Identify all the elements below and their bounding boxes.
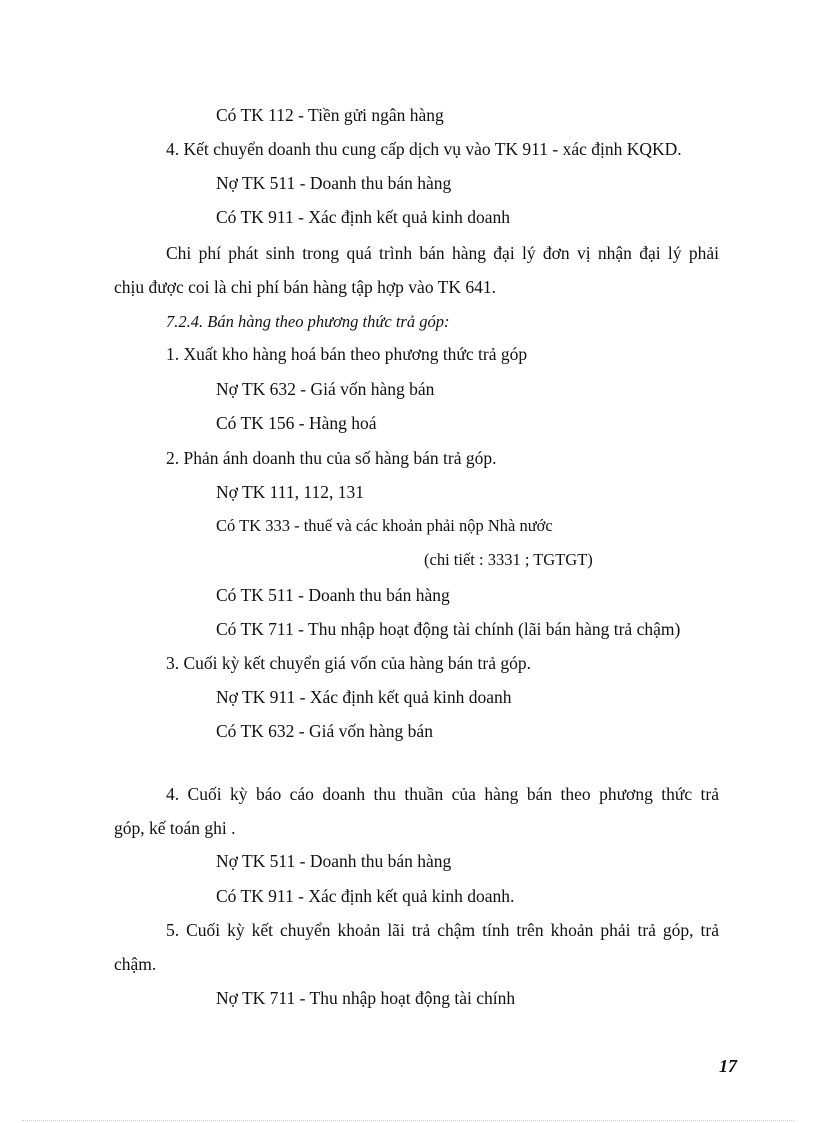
text-line: Có TK 511 - Doanh thu bán hàng <box>216 585 450 605</box>
text-line: Nợ TK 911 - Xác định kết quả kinh doanh <box>216 687 512 707</box>
text-line: Có TK 632 - Giá vốn hàng bán <box>216 721 433 741</box>
text-line: Có TK 711 - Thu nhập hoạt động tài chính (lãi bán hàng trả chậm) <box>216 619 681 639</box>
text-line: 2. Phản ánh doanh thu của số hàng bán trả góp. <box>166 448 497 468</box>
text-line: 5. Cuối kỳ kết chuyển khoản lãi trả chậm tính trên khoản phải trả góp, trả <box>166 920 719 940</box>
text-line: chịu được coi là chi phí bán hàng tập hợp vào TK 641. <box>114 277 496 297</box>
text-line: Có TK 333 - thuế và các khoản phải nộp Nhà nước <box>216 516 553 535</box>
text-line: Có TK 911 - Xác định kết quả kinh doanh. <box>216 886 515 906</box>
text-line: 4. Cuối kỳ báo cáo doanh thu thuần của hàng bán theo phương thức trả <box>166 784 719 804</box>
text-line: Nợ TK 632 - Giá vốn hàng bán <box>216 379 435 399</box>
text-line: Chi phí phát sinh trong quá trình bán hàng đại lý đơn vị nhận đại lý phải <box>166 243 719 263</box>
text-line: 3. Cuối kỳ kết chuyển giá vốn của hàng bán trả góp. <box>166 653 531 673</box>
text-line: 1. Xuất kho hàng hoá bán theo phương thức trả góp <box>166 344 528 364</box>
text-line: chậm. <box>114 954 157 974</box>
section-heading: 7.2.4. Bán hàng theo phương thức trả góp: <box>166 312 450 331</box>
text-line: Nợ TK 111, 112, 131 <box>216 482 364 502</box>
text-line: Có TK 156 - Hàng hoá <box>216 413 377 433</box>
page-border <box>22 1120 794 1121</box>
text-line: (chi tiết : 3331 ; TGTGT) <box>424 550 593 569</box>
text-line: Nợ TK 511 - Doanh thu bán hàng <box>216 851 452 871</box>
text-line: Có TK 112 - Tiền gửi ngân hàng <box>216 105 444 125</box>
text-line: Có TK 911 - Xác định kết quả kinh doanh <box>216 207 511 227</box>
text-line: Nợ TK 711 - Thu nhập hoạt động tài chính <box>216 988 516 1008</box>
text-line: 4. Kết chuyển doanh thu cung cấp dịch vụ vào TK 911 - xác định KQKD. <box>166 139 682 159</box>
text-line: Nợ TK 511 - Doanh thu bán hàng <box>216 173 452 193</box>
text-line: góp, kế toán ghi . <box>114 818 236 838</box>
page-number: 17 <box>719 1056 737 1076</box>
